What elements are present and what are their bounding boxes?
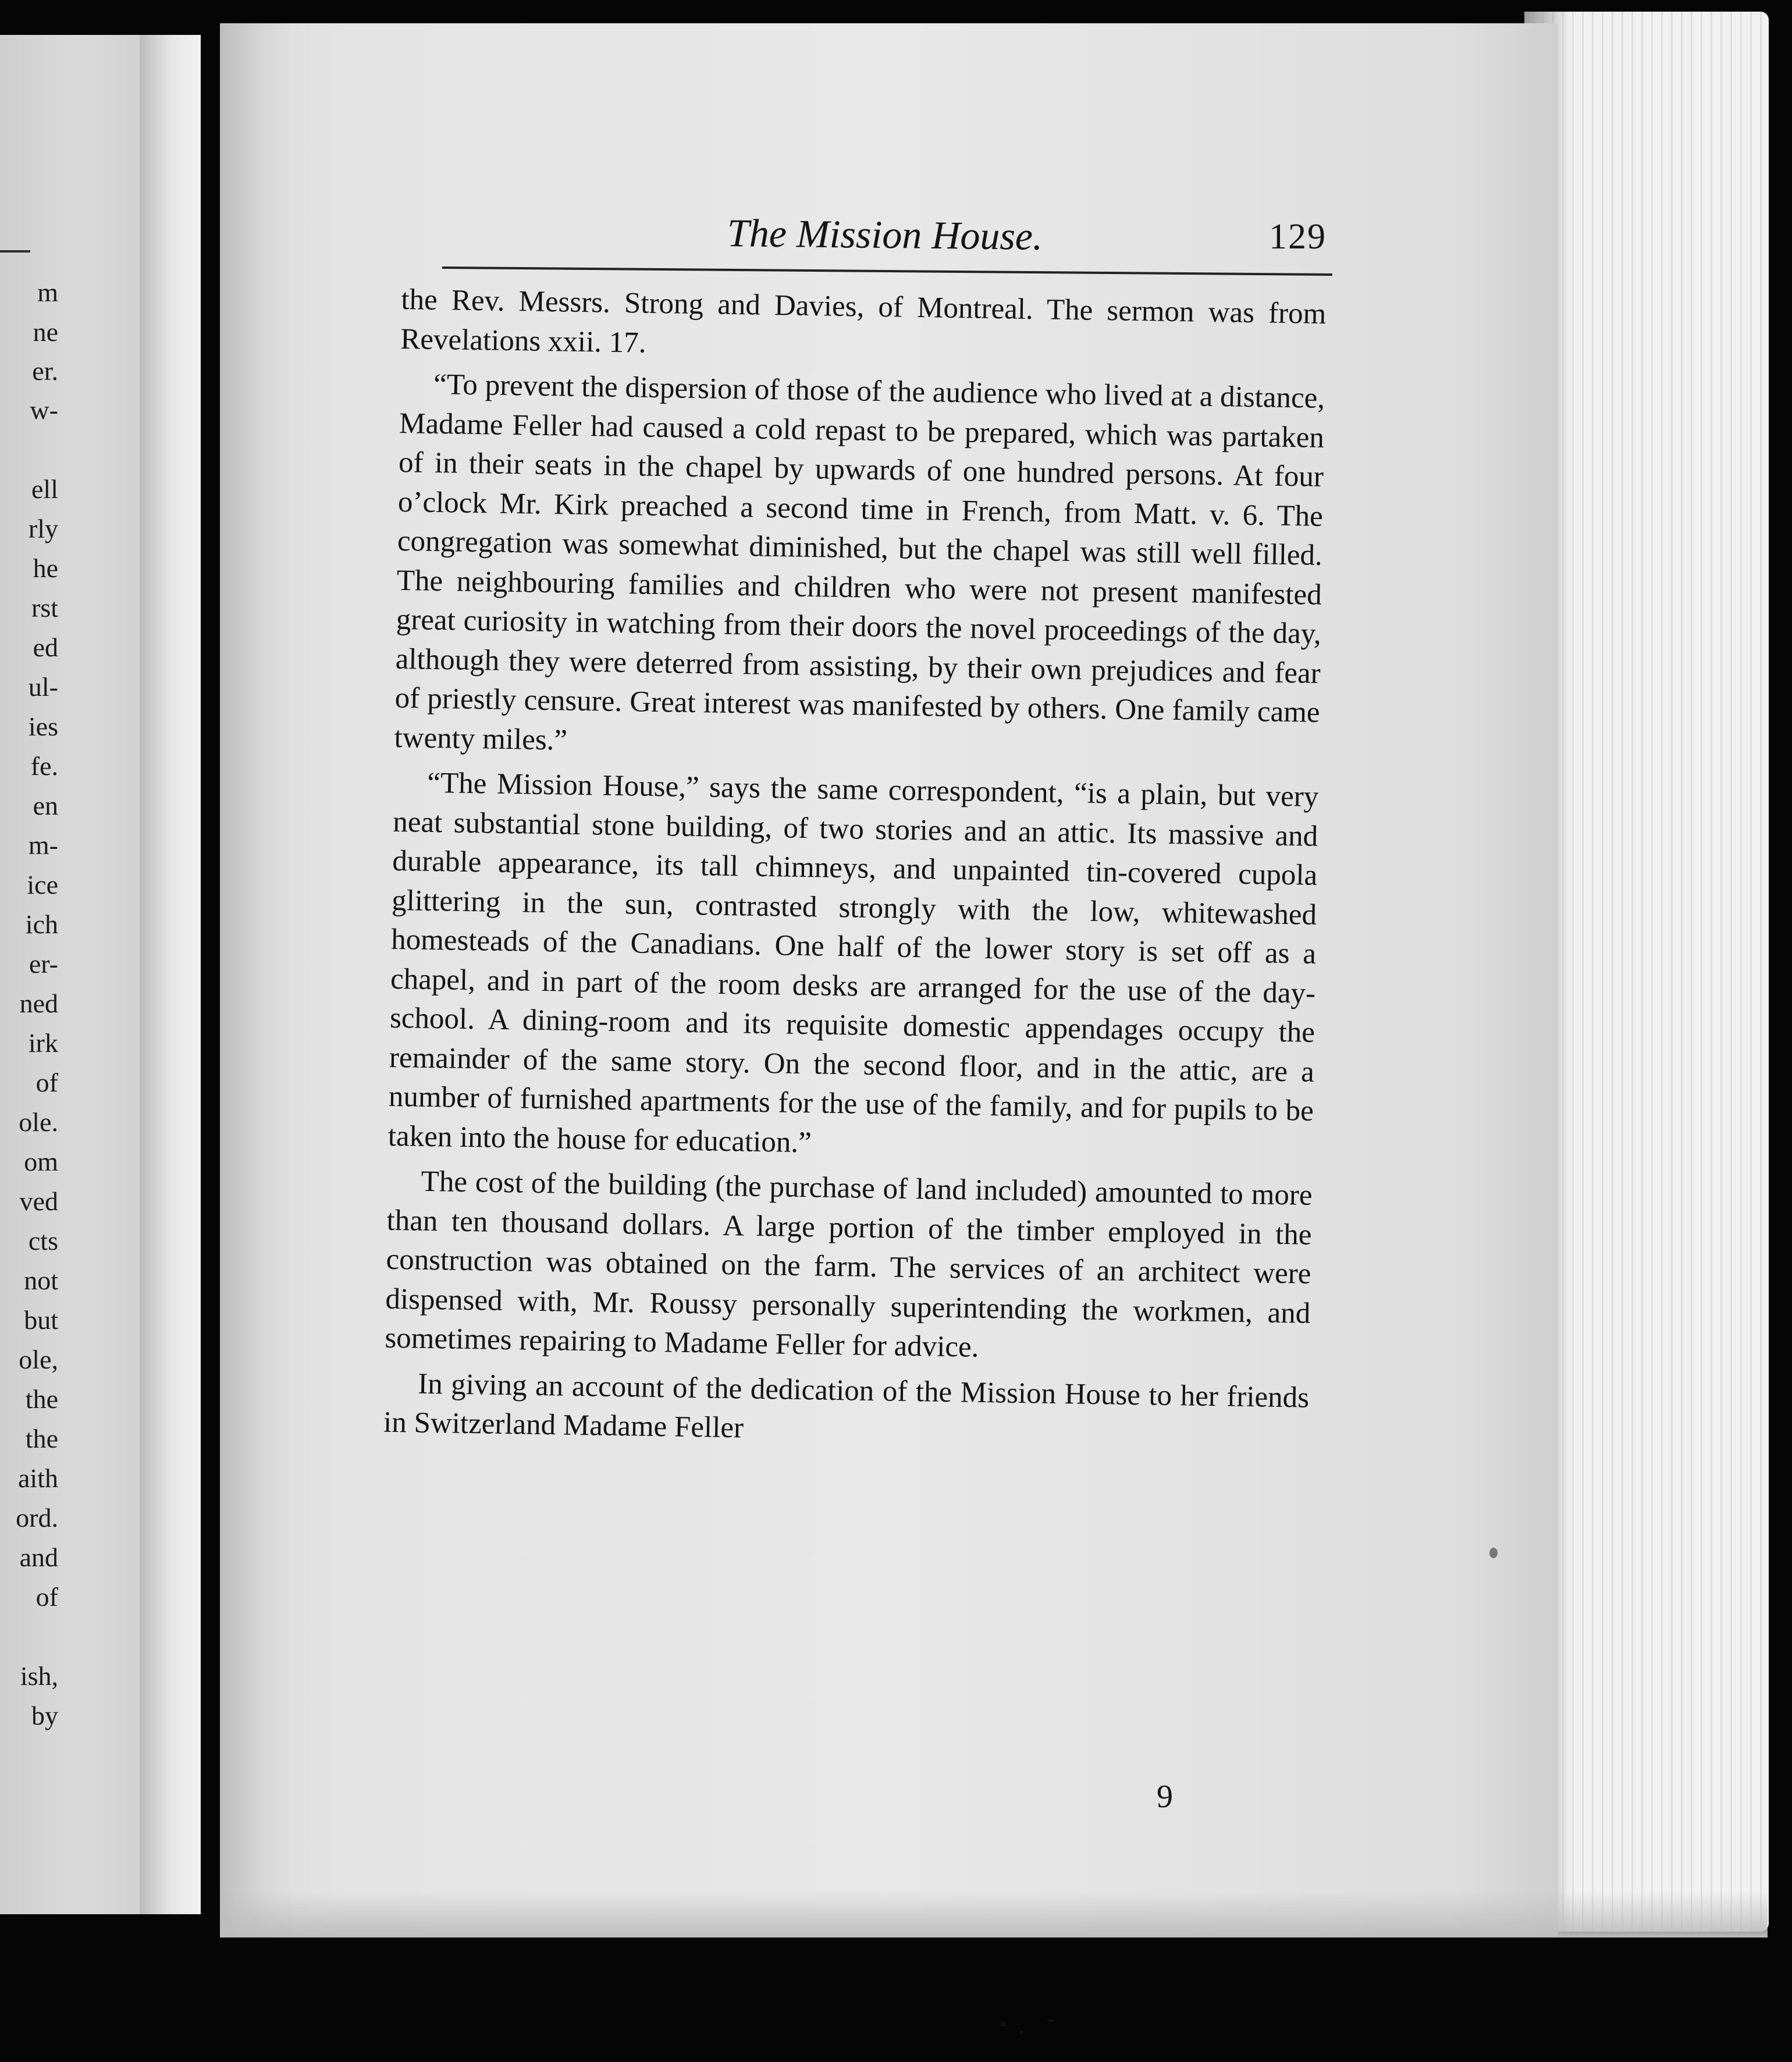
left-fragment: not — [24, 1265, 58, 1295]
book-spine-gutter — [201, 23, 221, 1943]
left-fragment: rly — [28, 514, 58, 543]
page-number: 129 — [1269, 217, 1327, 257]
left-fragment: by — [31, 1701, 58, 1730]
left-fragment: m — [37, 278, 58, 307]
left-page-text-fragments — [0, 0, 58, 2062]
left-fragment: ned — [19, 989, 58, 1018]
left-fragment: irk — [28, 1028, 58, 1058]
left-fragment: om — [24, 1147, 58, 1176]
dust-speck — [1001, 2022, 1007, 2027]
paragraph: the Rev. Messrs. Strong and Davies, of Montreal. The sermon was from Revelations xxii. 17. — [400, 283, 1327, 360]
paragraph: “The Mission House,” says the same correspondent, “is a plain, but very neat substantial stone building, of two stories and an attic. Its massive and durable appearance, its tall chimneys, and unpainted tin-covered cupola glittering in the sun, contrasted strongly with the low, whitewashed homesteads of the Canadians. One half of the lower story is set off as a chapel, and in part of the room desks are arranged for the use of the day-school. A dining-room and its requisite domestic appendages occupy the remainder of the same story. On the second floor, and in the attic, are a number of furnished apartments for the use of the family, and for pupils to be taken into the house for education.” — [387, 766, 1319, 1159]
left-fragment: ice — [27, 870, 58, 900]
left-fragment: ich — [25, 909, 58, 939]
left-fragment: of — [35, 1582, 58, 1612]
left-fragment: w- — [30, 395, 58, 425]
paragraph: The cost of the building (the purchase of land included) amounted to more than ten thousand dollars. A large portion of the timber employed in the construction was obtained on the farm. The services of an architect were dispensed with, Mr. Roussy personally superintending the workmen, and sometimes repairing to Madame Feller for advice. — [385, 1165, 1313, 1364]
signature-mark: 9 — [1157, 1779, 1173, 1815]
body-text — [383, 280, 1326, 1463]
left-fragment: ole, — [19, 1345, 58, 1374]
page-bottom-shadow — [220, 1891, 1768, 1937]
left-fragment: the — [25, 1424, 58, 1453]
left-fragment: ul- — [28, 672, 58, 702]
left-fragment: ole. — [19, 1107, 58, 1137]
left-page-gutter — [140, 35, 209, 1914]
left-fragment: but — [24, 1305, 58, 1335]
dust-speck — [1047, 2019, 1054, 2022]
left-fragment: the — [25, 1384, 58, 1414]
paragraph: In giving an account of the dedication of the Mission House to her friends in Switzerland Madame Feller — [383, 1367, 1310, 1445]
left-fragment: ord. — [16, 1503, 58, 1533]
dust-speck — [1489, 1548, 1498, 1558]
running-head-title: The Mission House. — [727, 211, 1043, 258]
left-fragment: en — [33, 791, 58, 820]
left-fragment: cts — [28, 1226, 58, 1256]
left-fragment: ell — [31, 474, 58, 504]
left-fragment: ved — [19, 1186, 58, 1216]
paragraph: “To prevent the dispersion of those of the audience who lived at a distance, Madame Feller had caused a cold repast to be prepared, which was partaken of in their seats in the chapel by upwards of one hundred persons. At four o’clock Mr. Kirk preached a second time in French, from Matt. v. 6. The congregation was somewhat diminished, but the chapel was still well filled. The neighbouring families and children who were not present manifested great curiosity in watching from their doors the novel proceedings of the day, although they were deterred from assisting, by their own prejudices and fear of priestly censure. Great interest was manifested by others. One family came twenty miles.” — [394, 368, 1325, 757]
left-fragment: aith — [18, 1463, 58, 1493]
left-fragment: of — [35, 1068, 58, 1097]
dust-speck — [1019, 2031, 1023, 2034]
left-fragment: rst — [31, 593, 58, 623]
left-fragment: er- — [29, 949, 58, 979]
left-fragment: and — [19, 1542, 58, 1572]
left-fragment: fe. — [30, 751, 58, 781]
left-fragment: ies — [28, 712, 58, 741]
left-fragment: m- — [28, 830, 58, 860]
right-page-gutter-shadow — [220, 23, 296, 1937]
left-fragment: ed — [33, 632, 58, 662]
left-fragment: er. — [32, 356, 58, 386]
left-fragment: he — [33, 553, 58, 583]
left-fragment: ne — [33, 317, 58, 347]
left-fragment: ish, — [20, 1661, 58, 1691]
running-head — [442, 209, 1327, 268]
